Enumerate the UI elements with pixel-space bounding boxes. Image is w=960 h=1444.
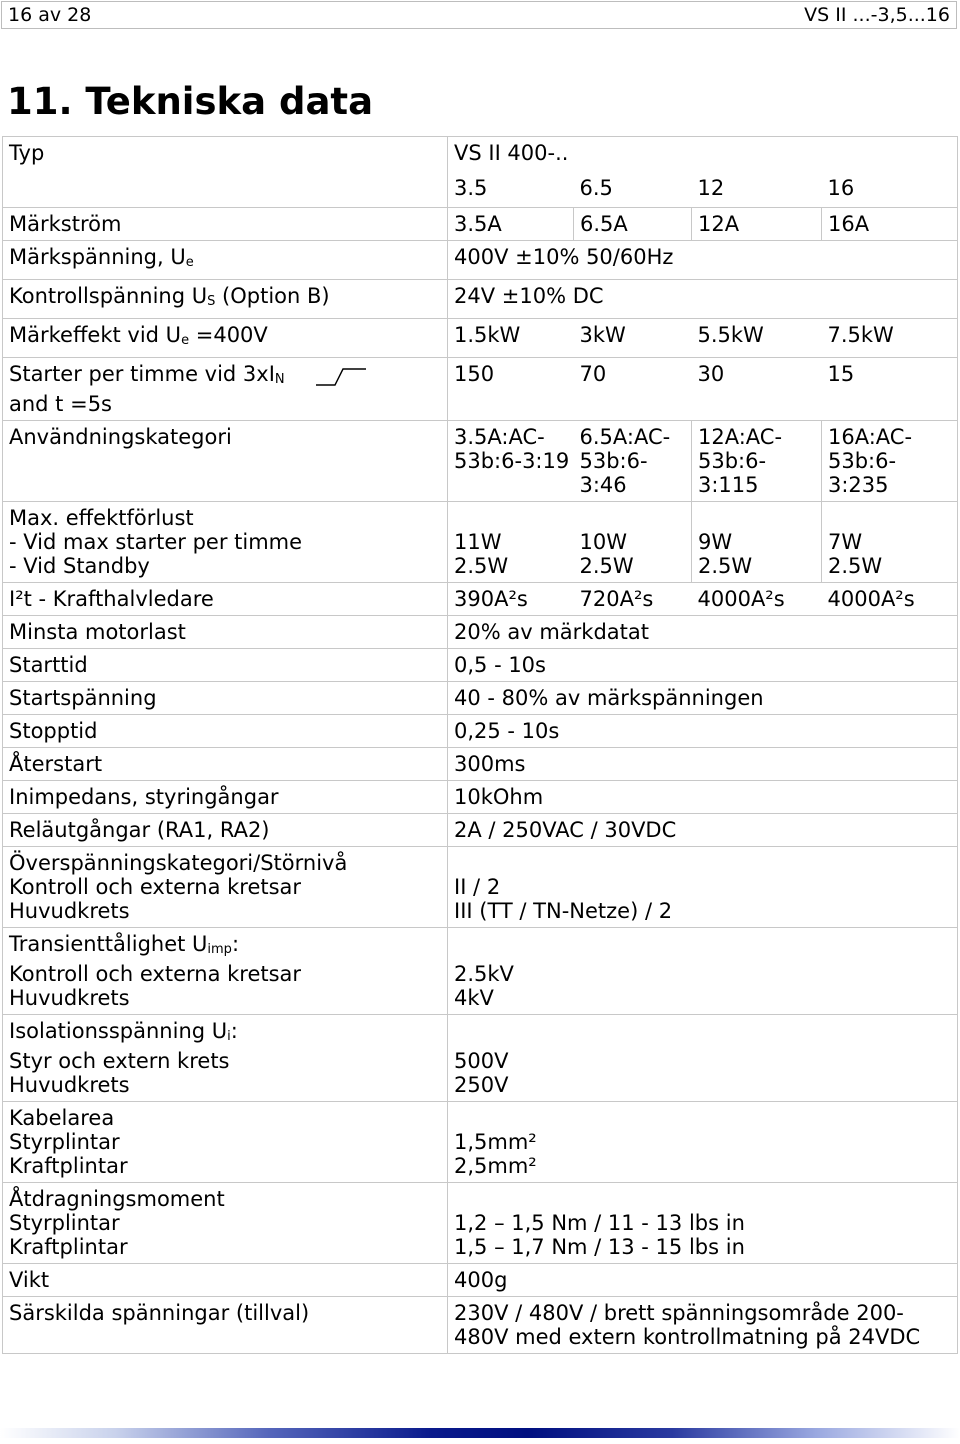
cell-value: 2A / 250VAC / 30VDC	[448, 814, 958, 847]
row-label	[3, 1015, 448, 1102]
cell-value: 7.5kW	[822, 319, 958, 358]
row-label: Reläutgångar (RA1, RA2)	[3, 814, 448, 847]
row-label: Stopptid	[3, 715, 448, 748]
label-text: Märkeffekt vid U	[9, 323, 182, 347]
cell-line: 9W	[698, 530, 733, 554]
row-label	[3, 1183, 448, 1264]
row-label: Vikt	[3, 1264, 448, 1297]
row-label: Starttid	[3, 649, 448, 682]
label-subscript: imp	[207, 942, 232, 957]
label-line: Överspänningskategori/Störnivå	[9, 851, 348, 875]
row-label	[3, 358, 448, 421]
cell-line: 480V med extern kontrollmatning på 24VDC	[454, 1325, 921, 1349]
type-size: 16	[822, 172, 958, 208]
cell-line: 2.5kV	[454, 962, 514, 986]
cell-line: 7W	[828, 530, 863, 554]
table-row	[3, 682, 958, 715]
label-text: =400V	[189, 323, 268, 347]
label-line: Åtdragningsmoment	[9, 1187, 225, 1211]
cell-line: 6.5A:AC-	[579, 425, 671, 449]
label-subscript: N	[274, 372, 285, 387]
label-line	[9, 932, 441, 962]
cell-value: 400V ±10% 50/60Hz	[448, 241, 958, 280]
label-line: - Vid Standby	[9, 554, 150, 578]
cell-line: 1,5 – 1,7 Nm / 13 - 15 lbs in	[454, 1235, 745, 1259]
label-line: Kraftplintar	[9, 1235, 128, 1259]
cell-line: 12A:AC-	[698, 425, 783, 449]
loss-cell	[448, 502, 574, 583]
label-line	[9, 1019, 441, 1049]
table-row	[3, 748, 958, 781]
footer-stripe	[0, 1428, 960, 1438]
cell-line: 16A:AC-	[828, 425, 913, 449]
row-label: Inimpedans, styringångar	[3, 781, 448, 814]
label-subscript: e	[181, 333, 190, 348]
row-label	[3, 280, 448, 319]
cell-line: 2.5W	[828, 554, 883, 578]
cell-line: II / 2	[454, 875, 501, 899]
table-row	[3, 241, 958, 280]
label-subscript: i	[227, 1029, 231, 1044]
cell-value: 6.5A	[574, 208, 692, 241]
label-text: Transienttålighet U	[9, 932, 208, 956]
label-line: Styrplintar	[9, 1211, 120, 1235]
label-line: Styr och extern krets	[9, 1049, 230, 1073]
table-row	[3, 1102, 958, 1183]
cell-value: 300ms	[448, 748, 958, 781]
cell-line: 3:235	[828, 473, 889, 497]
table-row	[3, 280, 958, 319]
table-row	[3, 1264, 958, 1297]
cell-line: 500V	[454, 1049, 509, 1073]
cell-value: 0,25 - 10s	[448, 715, 958, 748]
row-label	[3, 319, 448, 358]
cell-line: 1,5mm²	[454, 1130, 537, 1154]
cell-value: 15	[822, 358, 958, 421]
label-line: and t =5s	[9, 392, 112, 416]
row-label: Minsta motorlast	[3, 616, 448, 649]
cell-line: III (TT / TN-Netze) / 2	[454, 899, 673, 923]
label-line: Huvudkrets	[9, 1073, 130, 1097]
cell-value: 40 - 80% av märkspänningen	[448, 682, 958, 715]
category-cell	[822, 421, 958, 502]
table-row	[3, 421, 958, 502]
cell-line: 3.5A:AC-	[454, 425, 545, 449]
page-header	[1, 1, 957, 29]
cell-line: 10W	[579, 530, 627, 554]
row-label: Särskilda spänningar (tillval)	[3, 1297, 448, 1354]
label-line: Kontroll och externa kretsar	[9, 962, 302, 986]
label-line: Kabelarea	[9, 1106, 115, 1130]
technical-data-table	[2, 136, 958, 1354]
cell-value: 0,5 - 10s	[448, 649, 958, 682]
label-line	[9, 362, 441, 392]
cell-value: 390A²s	[448, 583, 574, 616]
cell-line: 4kV	[454, 986, 494, 1010]
cell-value: 4000A²s	[692, 583, 822, 616]
category-cell	[692, 421, 822, 502]
cell-value	[448, 1015, 958, 1102]
cell-value: 16A	[822, 208, 958, 241]
label-text: Starter per timme vid 3xI	[9, 362, 275, 386]
page-number: 16 av 28	[8, 4, 92, 26]
cell-value	[448, 1297, 958, 1354]
cell-value: 70	[574, 358, 692, 421]
label-text: Kontrollspänning U	[9, 284, 208, 308]
cell-line: 2.5W	[579, 554, 634, 578]
cell-value	[448, 847, 958, 928]
cell-line: 3:46	[579, 473, 627, 497]
type-value: VS II 400-..	[448, 137, 958, 173]
label-text: :	[230, 1019, 238, 1043]
cell-line: 3:115	[698, 473, 759, 497]
cell-line: 1,2 – 1,5 Nm / 11 - 13 lbs in	[454, 1211, 745, 1235]
cell-value	[448, 928, 958, 1015]
label-line: Huvudkrets	[9, 899, 130, 923]
loss-cell	[692, 502, 822, 583]
cell-line: 230V / 480V / brett spänningsområde 200-	[454, 1301, 904, 1325]
row-label	[3, 847, 448, 928]
table-row	[3, 358, 958, 421]
table-row	[3, 814, 958, 847]
cell-value: 20% av märkdatat	[448, 616, 958, 649]
cell-line: 53b:6-	[828, 449, 897, 473]
label-text: :	[231, 932, 240, 956]
row-label: Användningskategori	[3, 421, 448, 502]
label-line: Huvudkrets	[9, 986, 130, 1010]
table-row	[3, 583, 958, 616]
label-subscript: e	[185, 255, 194, 270]
category-cell	[448, 421, 574, 502]
table-row	[3, 208, 958, 241]
row-label: I²t - Krafthalvledare	[3, 583, 448, 616]
cell-line: 53b:6-	[579, 449, 648, 473]
label-line: Styrplintar	[9, 1130, 120, 1154]
row-label	[3, 502, 448, 583]
cell-line: 11W	[454, 530, 502, 554]
row-label: Typ	[3, 137, 448, 208]
table-row	[3, 1183, 958, 1264]
type-size: 12	[692, 172, 822, 208]
type-size: 3.5	[448, 172, 574, 208]
type-size: 6.5	[574, 172, 692, 208]
cell-value: 30	[692, 358, 822, 421]
cell-value: 150	[448, 358, 574, 421]
cell-value	[448, 1183, 958, 1264]
cell-line: 2.5W	[454, 554, 509, 578]
label-line: Max. effektförlust	[9, 506, 194, 530]
label-text: (Option B)	[215, 284, 330, 308]
cell-value: 24V ±10% DC	[448, 280, 958, 319]
cell-value: 3kW	[574, 319, 692, 358]
cell-value: 1.5kW	[448, 319, 574, 358]
table-row	[3, 137, 958, 173]
table-row	[3, 1015, 958, 1102]
row-label	[3, 241, 448, 280]
row-label: Startspänning	[3, 682, 448, 715]
cell-value: 5.5kW	[692, 319, 822, 358]
table-row	[3, 715, 958, 748]
label-line: Kontroll och externa kretsar	[9, 875, 302, 899]
cell-line: 53b:6-3:19	[454, 449, 570, 473]
cell-line: 2,5mm²	[454, 1154, 537, 1178]
row-label	[3, 928, 448, 1015]
label-text: Märkspänning, U	[9, 245, 186, 269]
cell-value: 12A	[692, 208, 822, 241]
loss-cell	[822, 502, 958, 583]
section-title: 11. Tekniska data	[7, 80, 374, 123]
cell-value	[448, 1102, 958, 1183]
cell-value: 4000A²s	[822, 583, 958, 616]
label-line: - Vid max starter per timme	[9, 530, 303, 554]
category-cell	[574, 421, 692, 502]
cell-value: 10kOhm	[448, 781, 958, 814]
cell-line: 2.5W	[698, 554, 753, 578]
cell-value: 400g	[448, 1264, 958, 1297]
cell-line: 250V	[454, 1073, 509, 1097]
label-subscript: S	[207, 294, 216, 309]
table-row	[3, 781, 958, 814]
table-row	[3, 1297, 958, 1354]
cell-value: 720A²s	[574, 583, 692, 616]
table-row	[3, 319, 958, 358]
loss-cell	[574, 502, 692, 583]
table-row	[3, 928, 958, 1015]
table-row	[3, 847, 958, 928]
row-label	[3, 1102, 448, 1183]
ramp-pulse-icon	[315, 366, 367, 388]
row-label: Märkström	[3, 208, 448, 241]
table-row	[3, 616, 958, 649]
row-label: Återstart	[3, 748, 448, 781]
document-id: VS II ...-3,5...16	[804, 4, 950, 26]
table-row	[3, 502, 958, 583]
cell-line: 53b:6-	[698, 449, 767, 473]
label-text: Isolationsspänning U	[9, 1019, 228, 1043]
table-row	[3, 649, 958, 682]
label-line: Kraftplintar	[9, 1154, 128, 1178]
cell-value: 3.5A	[448, 208, 574, 241]
